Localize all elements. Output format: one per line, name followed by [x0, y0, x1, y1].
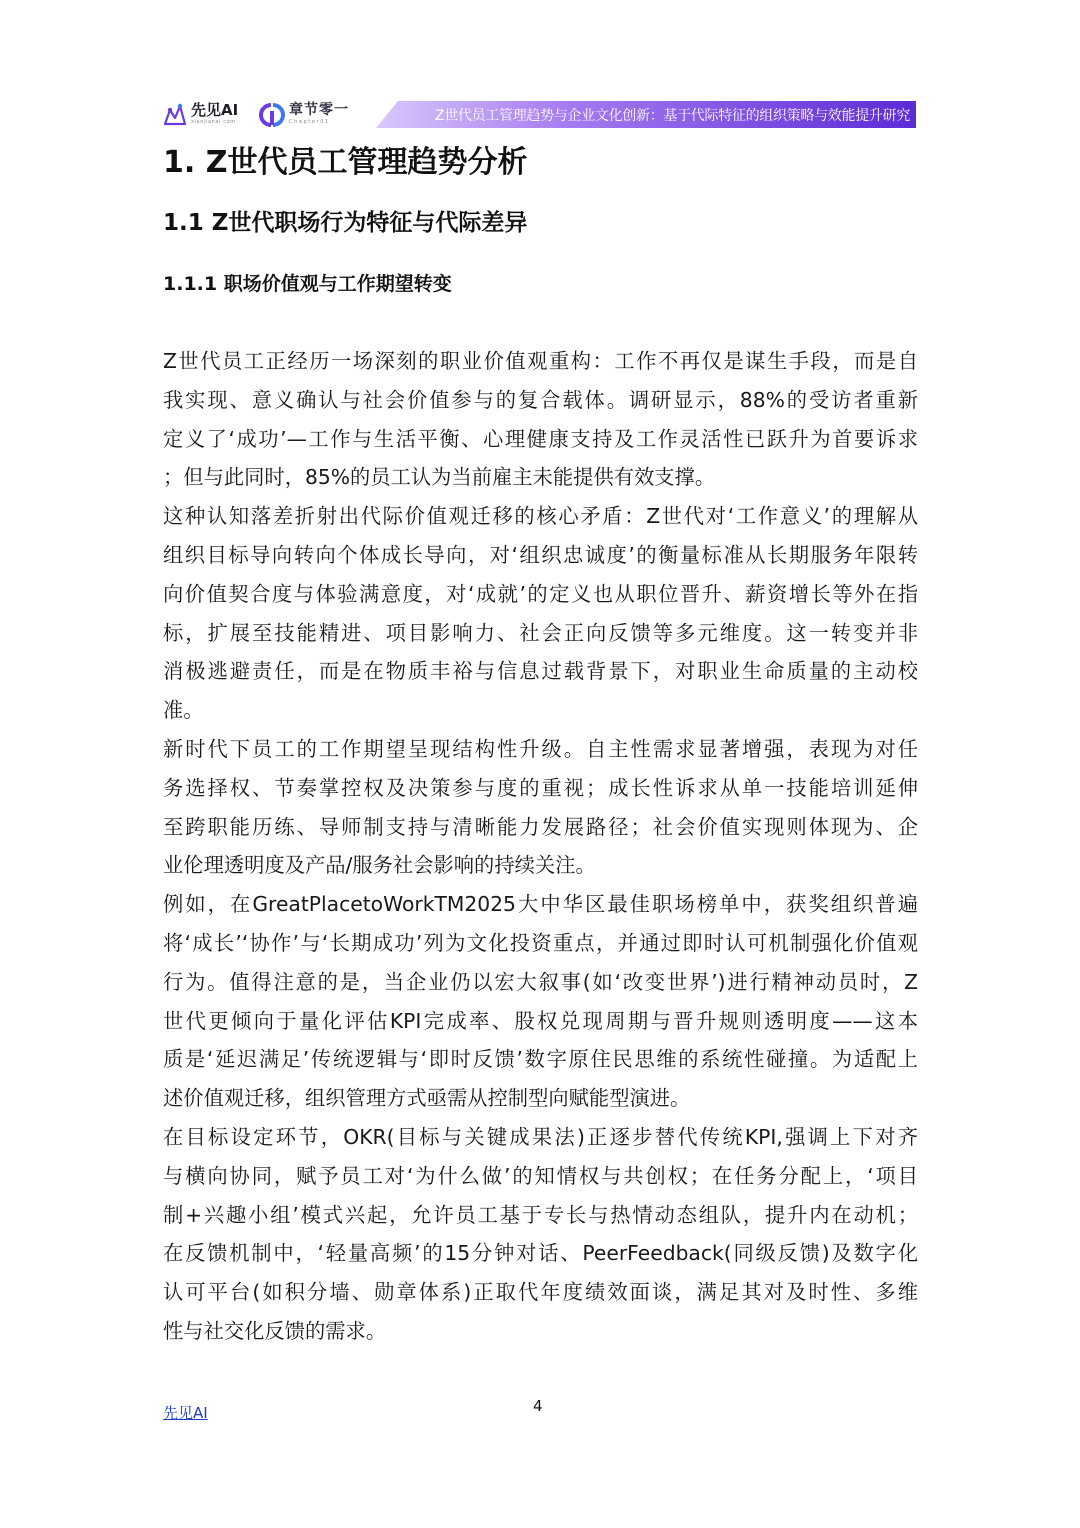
text-line: 将‘成长’‘协作’与‘长期成功’列为文化投资重点，并通过即时认可机制强化价值观	[163, 930, 918, 955]
text-line: 新时代下员工的工作期望呈现结构性升级。自主性需求显著增强，表现为对任	[163, 736, 918, 761]
section-heading-1-1: 1.1 Z世代职场行为特征与代际差异	[163, 210, 528, 236]
text-line: 向价值契合度与体验满意度，对‘成就’的定义也从职位晋升、薪资增长等外在指	[163, 581, 918, 606]
text-line: 消极逃避责任，而是在物质丰裕与信息过载背景下，对职业生命质量的主动校	[163, 659, 918, 684]
text-line: 业伦理透明度及产品/服务社会影响的持续关注。	[163, 853, 596, 878]
chapter01-logo-sub: Chapter01	[289, 119, 330, 125]
header-banner	[376, 101, 916, 128]
text-line: 标，扩展至技能精进、项目影响力、社会正向反馈等多元维度。这一转变并非	[163, 620, 918, 645]
text-line: 这种认知落差折射出代际价值观迁移的核心矛盾：Z世代对‘工作意义’的理解从	[163, 504, 918, 529]
text-line: 行为。值得注意的是，当企业仍以宏大叙事(如‘改变世界’)进行精神动员时，Z	[163, 969, 918, 994]
xianjian-logo-icon	[162, 102, 188, 128]
text-line: 世代更倾向于量化评估KPI完成率、股权兑现周期与晋升规则透明度——这本	[163, 1008, 918, 1033]
text-line: 性与社交化反馈的需求。	[163, 1318, 387, 1343]
text-line: 在目标设定环节，OKR(目标与关键成果法)正逐步替代传统KPI,强调上下对齐	[163, 1124, 918, 1149]
chapter01-logo	[258, 102, 349, 130]
text-line: 组织目标导向转向个体成长导向，对‘组织忠诚度’的衡量标准从长期服务年限转	[163, 542, 918, 567]
body-text	[163, 342, 918, 1351]
text-line: 至跨职能历练、导师制支持与清晰能力发展路径；社会价值实现则体现为、企	[163, 814, 918, 839]
footer-site-link[interactable]: 先见AI	[163, 1404, 208, 1422]
text-line: 认可平台(如积分墙、勋章体系)正取代年度绩效面谈，满足其对及时性、多维	[163, 1280, 918, 1305]
page-number: 4	[533, 1397, 543, 1415]
chapter01-logo-name: 章节零一	[289, 102, 349, 118]
text-line: 例如，在GreatPlacetoWorkTM2025大中华区最佳职场榜单中，获奖组织普遍	[163, 892, 918, 917]
text-line: 与横向协同，赋予员工对‘为什么做’的知情权与共创权；在任务分配上，‘项目	[163, 1163, 918, 1188]
header-banner-title: Z世代员工管理趋势与企业文化创新：基于代际特征的组织策略与效能提升研究	[434, 108, 910, 124]
text-line: 制+兴趣小组’模式兴起，允许员工基于专长与热情动态组队，提升内在动机；	[163, 1202, 918, 1227]
xianjian-logo-sub: xianjianai.com	[191, 119, 236, 125]
xianjian-logo-name: 先见AI	[191, 101, 239, 119]
text-line: 在反馈机制中，‘轻量高频’的15分钟对话、PeerFeedback(同级反馈)及数字化	[163, 1241, 918, 1266]
section-heading-1-1-1: 1.1.1 职场价值观与工作期望转变	[163, 273, 452, 295]
text-line: ；但与此同时，85%的员工认为当前雇主未能提供有效支撑。	[163, 465, 716, 490]
text-line: 述价值观迁移，组织管理方式亟需从控制型向赋能型演进。	[163, 1086, 691, 1111]
page-header	[162, 98, 916, 132]
chapter01-logo-icon	[258, 102, 286, 128]
text-line: 质是‘延迟满足’传统逻辑与‘即时反馈’数字原住民思维的系统性碰撞。为适配上	[163, 1047, 918, 1072]
text-line: 定义了‘成功’—工作与生活平衡、心理健康支持及工作灵活性已跃升为首要诉求	[163, 426, 918, 451]
text-line: 准。	[163, 698, 204, 723]
section-heading-1: 1. Z世代员工管理趋势分析	[163, 145, 528, 180]
text-line: 我实现、意义确认与社会价值参与的复合载体。调研显示，88%的受访者重新	[163, 387, 918, 412]
text-line: Z世代员工正经历一场深刻的职业价值观重构：工作不再仅是谋生手段，而是自	[163, 349, 918, 373]
text-line: 务选择权、节奏掌控权及决策参与度的重视；成长性诉求从单一技能培训延伸	[163, 775, 918, 800]
xianjian-logo	[162, 102, 238, 130]
